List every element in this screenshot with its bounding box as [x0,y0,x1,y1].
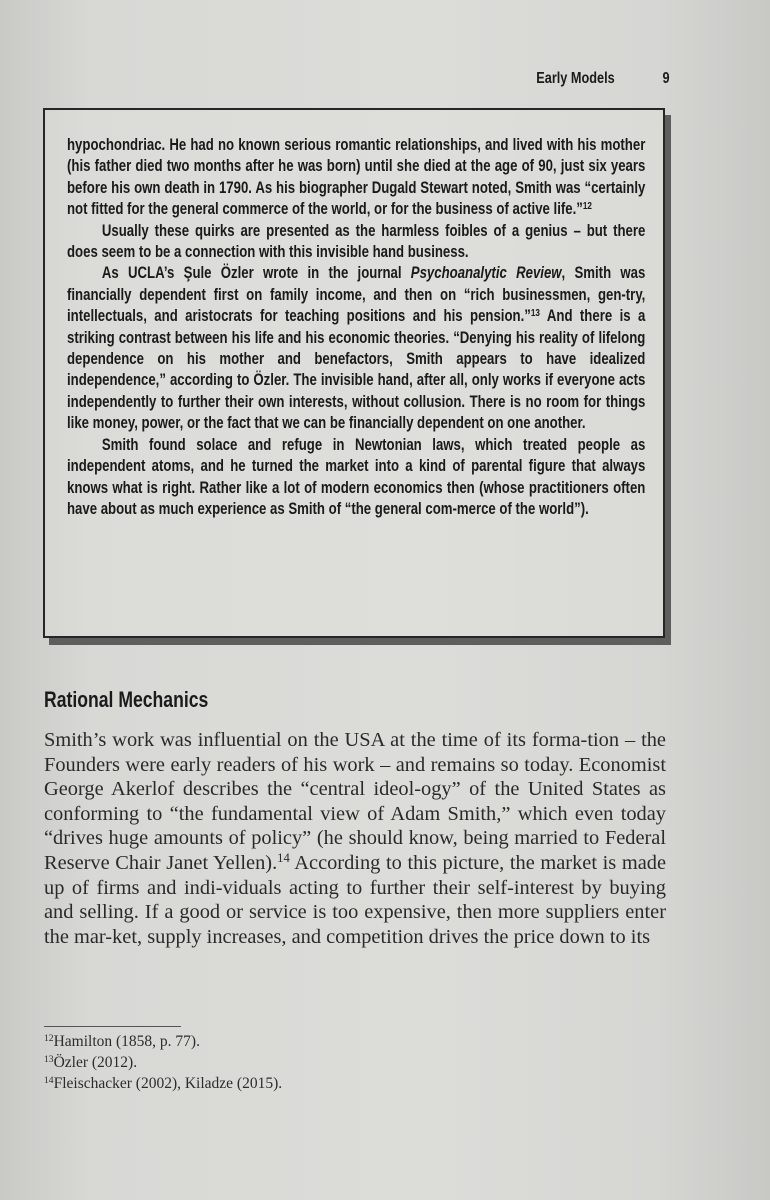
box-paragraph-2: Usually these quirks are presented as the harmless foibles of a genius – but there does seem to be a connection with this invisible hand business. [67,221,646,262]
footnote-14: $^{14}$Fleischacker (2002), Kiladze (2015). [44,1074,283,1092]
footnote-divider [44,1026,181,1027]
box-paragraph-3: As UCLA’s Şule Özler wrote in the journal Psychoanalytic Review, Smith was financially dependent first on family income, and then on “rich businessmen, gen-try, intellectuals, and aristocrats for teaching positions and his pension.”$^{13}$ And there is a striking contrast between his life and his economic theories. “Denying his reality of lifelong dependence on his mother and benefactors, Smith appears to have idealized independence,” according to Özler. The invisible hand, after all, only works if everyone acts independently to further their own interests, without collusion. There is no room for things like money, power, or the fact that we can be financially dependent on one another. [67,264,646,433]
box-paragraph-1: hypochondriac. He had no known serious romantic relationships, and lived with his mother (his father died two months after he was born) until she died at the age of 90, just six years before his own death in 1790. As his biographer Dugald Stewart noted, Smith was “certainly not fitted for the general commerce of the world, or for the business of active life.”$^{12}$ [67,136,646,219]
body-paragraph: Smith’s work was influential on the USA at the time of its forma-tion – the Founders were early readers of his work – and remains so today. Economist George Akerlof describes the “central ideol-ogy” of the United States as conforming to “the fundamental view of Adam Smith,” which even today “drives huge amounts of policy” (he should know, being married to Federal Reserve Chair Janet Yellen).$^{14}$ According to this picture, the market is made up of firms and indi-viduals acting to further their self-interest by buying and selling. If a good or service is too expensive, then more suppliers enter the mar-ket, supply increases, and competition drives the price down to its [44,729,666,948]
journal-title: Psychoanalytic Review [410,264,562,283]
footnote-ref-13[interactable]: 13 [530,307,540,319]
footnote-ref-14[interactable]: 14 [277,851,290,866]
footnote-ref-12[interactable]: 12 [582,200,592,212]
footnote-13: $^{13}$Özler (2012). [44,1053,138,1071]
running-head-title: Early Models [536,70,615,87]
footnotes [44,1031,282,1094]
running-head [0,70,670,94]
footnote-12: $^{12}$Hamilton (1858, p. 77). [44,1032,200,1050]
box-paragraph-4: Smith found solace and refuge in Newtonian laws, which treated people as independent atoms, and he turned the market into a kind of parental figure that always knows what is right. Rather like a lot of modern economics then (whose practitioners often have about as much experience as Smith of “the general com-merce of the world”). [67,435,646,518]
section-heading: Rational Mechanics [44,687,209,712]
page-number: 9 [662,70,670,87]
sidebar-box-text [67,135,645,520]
